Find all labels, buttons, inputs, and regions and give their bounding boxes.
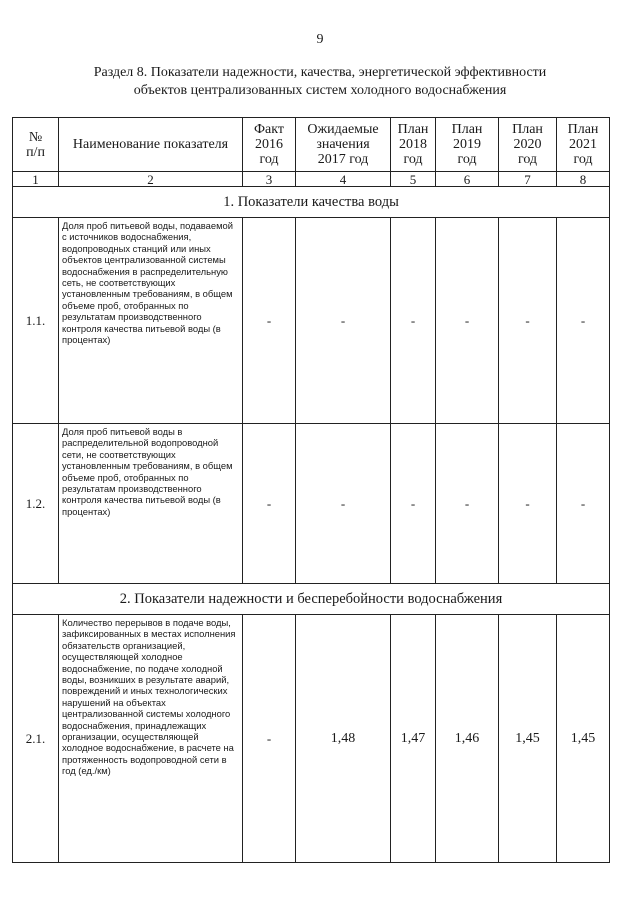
header-fact-2016: Факт 2016 год — [243, 118, 296, 172]
row-value: - — [296, 424, 391, 584]
group-row-reliability — [13, 584, 610, 615]
header-name: Наименование показателя — [59, 118, 243, 172]
header-row — [13, 118, 610, 172]
section-title — [30, 64, 610, 100]
row-value: - — [243, 615, 296, 863]
row-value: - — [296, 218, 391, 424]
row-value: - — [557, 218, 610, 424]
header-plan-2019: План 2019 год — [436, 118, 499, 172]
table-row — [13, 424, 610, 584]
column-number: 3 — [243, 172, 296, 187]
row-value: - — [243, 424, 296, 584]
group-row-water-quality — [13, 187, 610, 218]
page-number: 9 — [316, 32, 324, 47]
row-value: 1,47 — [391, 615, 436, 863]
group-title: 2. Показатели надежности и бесперебойности водоснабжения — [13, 584, 610, 615]
header-plan-2018: План 2018 год — [391, 118, 436, 172]
column-number: 1 — [13, 172, 59, 187]
column-number: 7 — [499, 172, 557, 187]
row-number: 2.1. — [13, 615, 59, 863]
row-value: - — [436, 424, 499, 584]
section-title-line-2: объектов централизованных систем холодного водоснабжения — [133, 83, 507, 98]
section-title-line-1: Раздел 8. Показатели надежности, качества, энергетической эффективности — [93, 65, 547, 80]
row-value: 1,48 — [296, 615, 391, 863]
row-value: - — [499, 424, 557, 584]
row-value: 1,45 — [557, 615, 610, 863]
row-description: Доля проб питьевой воды в распределительной водопроводной сети, не соответствующих установленным требованиям, в общем объеме проб, отобранных по результатам производственного контроля качества питьевой воды (в процентах) — [59, 424, 243, 584]
row-value: - — [499, 218, 557, 424]
row-value: - — [557, 424, 610, 584]
row-value: - — [436, 218, 499, 424]
column-number: 8 — [557, 172, 610, 187]
column-number: 2 — [59, 172, 243, 187]
row-value: 1,45 — [499, 615, 557, 863]
table-row — [13, 615, 610, 863]
header-num: № п/п — [13, 118, 59, 172]
indicators-table — [12, 117, 610, 863]
row-description: Количество перерывов в подаче воды, зафиксированных в местах исполнения обязательств организацией, осуществляющей холодное водоснабжение, по подаче холодной воды, возникших в результате аварий, повреждений и иных технологических нарушений на объектах централизованной системы холодного водоснабжения, принадлежащих организации, осуществляющей холодное водоснабжение, в расчете на протяженность водопроводной сети в год (ед./км) — [59, 615, 243, 863]
row-value: - — [243, 218, 296, 424]
row-value: - — [391, 218, 436, 424]
table-row — [13, 218, 610, 424]
row-number: 1.1. — [13, 218, 59, 424]
row-description: Доля проб питьевой воды, подаваемой с источников водоснабжения, водопроводных станций или иных объектов централизованной системы водоснабжения в распределительную сеть, не соответствующих установленным требованиям, в общем объеме проб, отобранных по результатам производственного контроля качества питьевой воды (в процентах) — [59, 218, 243, 424]
column-number: 5 — [391, 172, 436, 187]
row-value: 1,46 — [436, 615, 499, 863]
column-number: 4 — [296, 172, 391, 187]
header-plan-2020: План 2020 год — [499, 118, 557, 172]
column-number: 6 — [436, 172, 499, 187]
row-number: 1.2. — [13, 424, 59, 584]
header-expected-2017: Ожидаемые значения 2017 год — [296, 118, 391, 172]
group-title: 1. Показатели качества воды — [13, 187, 610, 218]
column-numbers-row — [13, 172, 610, 187]
header-plan-2021: План 2021 год — [557, 118, 610, 172]
row-value: - — [391, 424, 436, 584]
